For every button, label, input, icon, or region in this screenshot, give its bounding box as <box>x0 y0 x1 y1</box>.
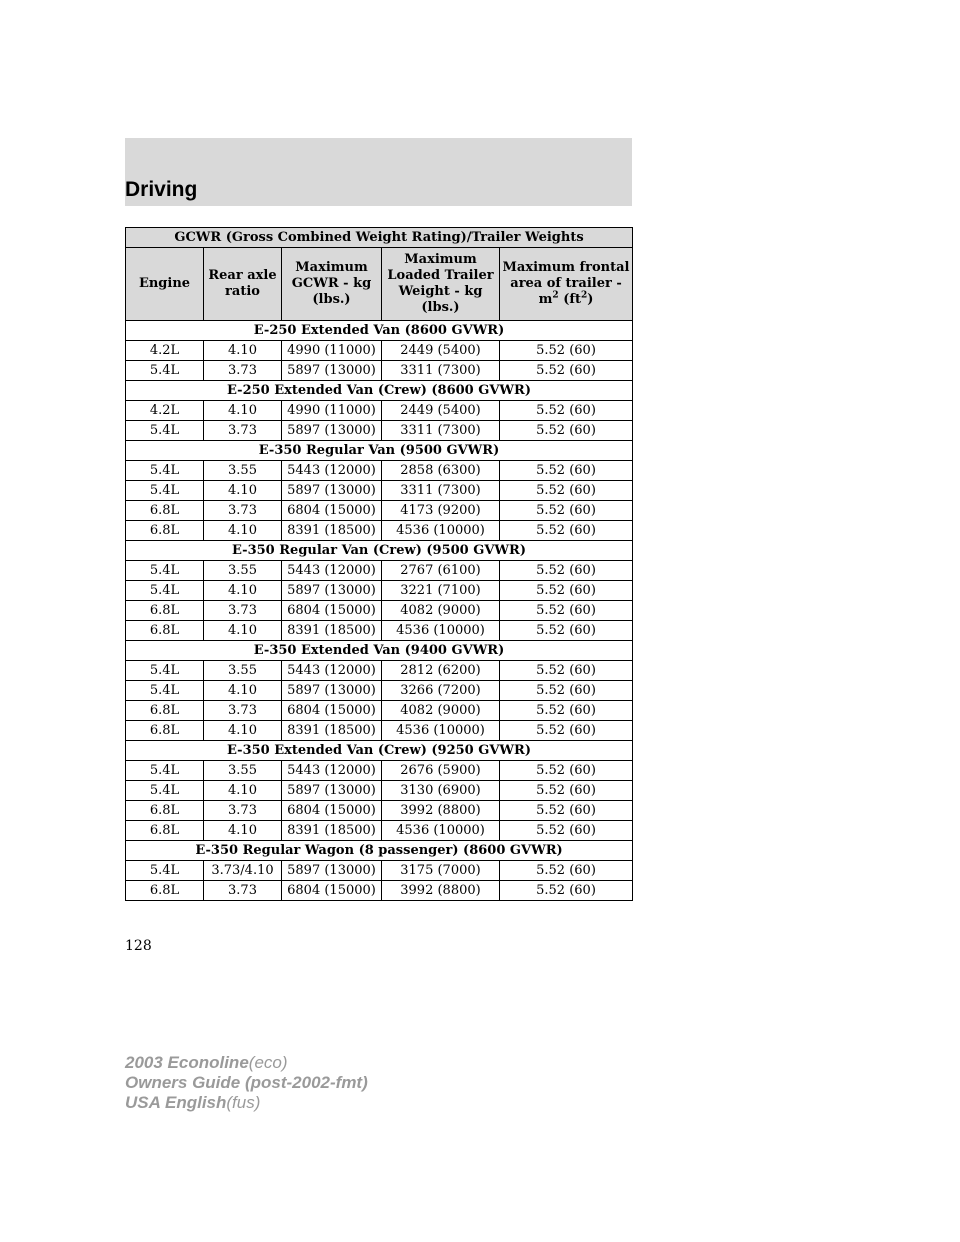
cell-frontal-area: 5.52 (60) <box>500 481 633 501</box>
table-row <box>126 521 633 541</box>
cell-gcwr: 8391 (18500) <box>282 621 382 641</box>
table-row <box>126 721 633 741</box>
cell-axle-ratio: 4.10 <box>204 401 282 421</box>
table-row <box>126 601 633 621</box>
cell-axle-ratio: 4.10 <box>204 341 282 361</box>
cell-trailer-weight: 3311 (7300) <box>382 361 500 381</box>
cell-engine: 6.8L <box>126 601 204 621</box>
cell-trailer-weight: 2449 (5400) <box>382 401 500 421</box>
cell-axle-ratio: 4.10 <box>204 581 282 601</box>
cell-frontal-area: 5.52 (60) <box>500 501 633 521</box>
cell-axle-ratio: 3.73 <box>204 361 282 381</box>
table-row <box>126 821 633 841</box>
cell-frontal-area: 5.52 (60) <box>500 421 633 441</box>
cell-gcwr: 5897 (13000) <box>282 581 382 601</box>
table-row <box>126 661 633 681</box>
cell-axle-ratio: 3.73 <box>204 601 282 621</box>
cell-axle-ratio: 4.10 <box>204 781 282 801</box>
cell-gcwr: 4990 (11000) <box>282 401 382 421</box>
group-header-row <box>126 741 633 761</box>
cell-engine: 5.4L <box>126 461 204 481</box>
cell-gcwr: 5897 (13000) <box>282 361 382 381</box>
table-row <box>126 581 633 601</box>
cell-engine: 6.8L <box>126 701 204 721</box>
cell-frontal-area: 5.52 (60) <box>500 761 633 781</box>
table-row <box>126 801 633 821</box>
footer-guide: Owners Guide (post-2002-fmt) <box>125 1073 368 1092</box>
cell-engine: 5.4L <box>126 561 204 581</box>
cell-axle-ratio: 4.10 <box>204 721 282 741</box>
vehicle-group-name: E-250 Extended Van (Crew) (8600 GVWR) <box>126 381 633 401</box>
cell-engine: 5.4L <box>126 481 204 501</box>
cell-trailer-weight: 4082 (9000) <box>382 701 500 721</box>
cell-axle-ratio: 3.73 <box>204 421 282 441</box>
group-header-row <box>126 321 633 341</box>
cell-trailer-weight: 4536 (10000) <box>382 821 500 841</box>
cell-gcwr: 6804 (15000) <box>282 701 382 721</box>
cell-gcwr: 5897 (13000) <box>282 781 382 801</box>
cell-trailer-weight: 2676 (5900) <box>382 761 500 781</box>
cell-gcwr: 5897 (13000) <box>282 481 382 501</box>
header-frontal-area-text: Maximum frontal area of trailer - m <box>502 260 630 307</box>
cell-frontal-area: 5.52 (60) <box>500 681 633 701</box>
cell-frontal-area: 5.52 (60) <box>500 621 633 641</box>
cell-engine: 5.4L <box>126 861 204 881</box>
footer-model-code: (eco) <box>248 1053 288 1072</box>
cell-frontal-area: 5.52 (60) <box>500 341 633 361</box>
group-header-row <box>126 841 633 861</box>
cell-frontal-area: 5.52 (60) <box>500 881 633 901</box>
header-max-gcwr: Maximum GCWR - kg (lbs.) <box>282 248 382 321</box>
footer-model: 2003 Econoline <box>125 1053 249 1072</box>
cell-gcwr: 5897 (13000) <box>282 681 382 701</box>
cell-gcwr: 5443 (12000) <box>282 761 382 781</box>
table-row <box>126 461 633 481</box>
cell-trailer-weight: 3992 (8800) <box>382 881 500 901</box>
vehicle-group-name: E-350 Regular Van (Crew) (9500 GVWR) <box>126 541 633 561</box>
cell-gcwr: 6804 (15000) <box>282 881 382 901</box>
cell-engine: 6.8L <box>126 501 204 521</box>
cell-frontal-area: 5.52 (60) <box>500 861 633 881</box>
cell-engine: 4.2L <box>126 401 204 421</box>
cell-frontal-area: 5.52 (60) <box>500 721 633 741</box>
table-row <box>126 701 633 721</box>
cell-gcwr: 4990 (11000) <box>282 341 382 361</box>
table-row <box>126 481 633 501</box>
cell-engine: 6.8L <box>126 881 204 901</box>
cell-gcwr: 5443 (12000) <box>282 661 382 681</box>
column-header-row <box>126 248 633 321</box>
table-row <box>126 861 633 881</box>
header-superscript: 2 <box>552 290 559 301</box>
cell-trailer-weight: 3130 (6900) <box>382 781 500 801</box>
vehicle-group-name: E-350 Extended Van (9400 GVWR) <box>126 641 633 661</box>
cell-trailer-weight: 4536 (10000) <box>382 521 500 541</box>
cell-gcwr: 5443 (12000) <box>282 561 382 581</box>
table-row <box>126 501 633 521</box>
cell-axle-ratio: 3.73 <box>204 501 282 521</box>
cell-frontal-area: 5.52 (60) <box>500 361 633 381</box>
cell-gcwr: 6804 (15000) <box>282 801 382 821</box>
table-title-row <box>126 228 633 248</box>
cell-frontal-area: 5.52 (60) <box>500 781 633 801</box>
cell-trailer-weight: 4173 (9200) <box>382 501 500 521</box>
table-title: GCWR (Gross Combined Weight Rating)/Trailer Weights <box>126 228 633 248</box>
table-row <box>126 421 633 441</box>
cell-axle-ratio: 3.55 <box>204 661 282 681</box>
cell-engine: 5.4L <box>126 581 204 601</box>
cell-frontal-area: 5.52 (60) <box>500 661 633 681</box>
cell-trailer-weight: 3311 (7300) <box>382 421 500 441</box>
group-header-row <box>126 381 633 401</box>
cell-frontal-area: 5.52 (60) <box>500 821 633 841</box>
cell-axle-ratio: 3.55 <box>204 561 282 581</box>
cell-engine: 5.4L <box>126 361 204 381</box>
cell-trailer-weight: 3311 (7300) <box>382 481 500 501</box>
cell-trailer-weight: 3992 (8800) <box>382 801 500 821</box>
cell-axle-ratio: 3.73 <box>204 701 282 721</box>
page-number: 128 <box>125 938 152 954</box>
footer-language: USA English <box>125 1093 227 1112</box>
cell-engine: 4.2L <box>126 341 204 361</box>
cell-axle-ratio: 4.10 <box>204 681 282 701</box>
header-rear-axle-ratio: Rear axle ratio <box>204 248 282 321</box>
cell-axle-ratio: 4.10 <box>204 521 282 541</box>
vehicle-group-name: E-350 Regular Wagon (8 passenger) (8600 GVWR) <box>126 841 633 861</box>
table-row <box>126 781 633 801</box>
cell-engine: 6.8L <box>126 521 204 541</box>
table-row <box>126 881 633 901</box>
header-engine: Engine <box>126 248 204 321</box>
cell-engine: 5.4L <box>126 681 204 701</box>
cell-trailer-weight: 2812 (6200) <box>382 661 500 681</box>
table-body <box>126 228 633 901</box>
table-row <box>126 561 633 581</box>
cell-axle-ratio: 4.10 <box>204 481 282 501</box>
header-max-trailer-weight: Maximum Loaded Trailer Weight - kg (lbs.) <box>382 248 500 321</box>
footer-line <box>125 1073 368 1093</box>
cell-engine: 6.8L <box>126 801 204 821</box>
group-header-row <box>126 641 633 661</box>
cell-gcwr: 5897 (13000) <box>282 861 382 881</box>
header-frontal-area-unit: (ft <box>558 292 581 307</box>
vehicle-group-name: E-250 Extended Van (8600 GVWR) <box>126 321 633 341</box>
cell-frontal-area: 5.52 (60) <box>500 801 633 821</box>
cell-engine: 6.8L <box>126 721 204 741</box>
cell-axle-ratio: 3.55 <box>204 761 282 781</box>
vehicle-group-name: E-350 Regular Van (9500 GVWR) <box>126 441 633 461</box>
header-max-frontal-area <box>500 248 633 321</box>
document-footer <box>125 1053 368 1113</box>
section-title: Driving <box>125 178 198 201</box>
cell-gcwr: 8391 (18500) <box>282 721 382 741</box>
footer-line <box>125 1093 368 1113</box>
cell-engine: 5.4L <box>126 661 204 681</box>
cell-frontal-area: 5.52 (60) <box>500 581 633 601</box>
cell-gcwr: 8391 (18500) <box>282 521 382 541</box>
table-row <box>126 361 633 381</box>
cell-trailer-weight: 4082 (9000) <box>382 601 500 621</box>
table-row <box>126 681 633 701</box>
cell-trailer-weight: 2858 (6300) <box>382 461 500 481</box>
cell-trailer-weight: 3266 (7200) <box>382 681 500 701</box>
cell-trailer-weight: 4536 (10000) <box>382 721 500 741</box>
cell-gcwr: 5443 (12000) <box>282 461 382 481</box>
cell-trailer-weight: 4536 (10000) <box>382 621 500 641</box>
cell-gcwr: 5897 (13000) <box>282 421 382 441</box>
cell-axle-ratio: 3.73/4.10 <box>204 861 282 881</box>
cell-trailer-weight: 3221 (7100) <box>382 581 500 601</box>
cell-axle-ratio: 3.73 <box>204 881 282 901</box>
section-header-band <box>125 138 632 206</box>
cell-axle-ratio: 3.55 <box>204 461 282 481</box>
cell-engine: 6.8L <box>126 821 204 841</box>
cell-gcwr: 6804 (15000) <box>282 501 382 521</box>
header-superscript: 2 <box>580 290 588 301</box>
cell-trailer-weight: 2449 (5400) <box>382 341 500 361</box>
table-row <box>126 761 633 781</box>
cell-frontal-area: 5.52 (60) <box>500 521 633 541</box>
cell-engine: 5.4L <box>126 781 204 801</box>
table-row <box>126 621 633 641</box>
cell-engine: 5.4L <box>126 421 204 441</box>
cell-frontal-area: 5.52 (60) <box>500 461 633 481</box>
group-header-row <box>126 441 633 461</box>
cell-frontal-area: 5.52 (60) <box>500 561 633 581</box>
cell-trailer-weight: 2767 (6100) <box>382 561 500 581</box>
cell-frontal-area: 5.52 (60) <box>500 601 633 621</box>
cell-axle-ratio: 4.10 <box>204 621 282 641</box>
cell-axle-ratio: 4.10 <box>204 821 282 841</box>
table-row <box>126 341 633 361</box>
cell-trailer-weight: 3175 (7000) <box>382 861 500 881</box>
table-row <box>126 401 633 421</box>
gcwr-trailer-weights-table <box>125 227 633 901</box>
cell-gcwr: 6804 (15000) <box>282 601 382 621</box>
header-frontal-area-close: ) <box>587 292 594 307</box>
vehicle-group-name: E-350 Extended Van (Crew) (9250 GVWR) <box>126 741 633 761</box>
cell-engine: 6.8L <box>126 621 204 641</box>
cell-frontal-area: 5.52 (60) <box>500 401 633 421</box>
footer-language-code: (fus) <box>226 1093 261 1112</box>
cell-engine: 5.4L <box>126 761 204 781</box>
cell-frontal-area: 5.52 (60) <box>500 701 633 721</box>
group-header-row <box>126 541 633 561</box>
footer-line <box>125 1053 368 1073</box>
cell-gcwr: 8391 (18500) <box>282 821 382 841</box>
cell-axle-ratio: 3.73 <box>204 801 282 821</box>
